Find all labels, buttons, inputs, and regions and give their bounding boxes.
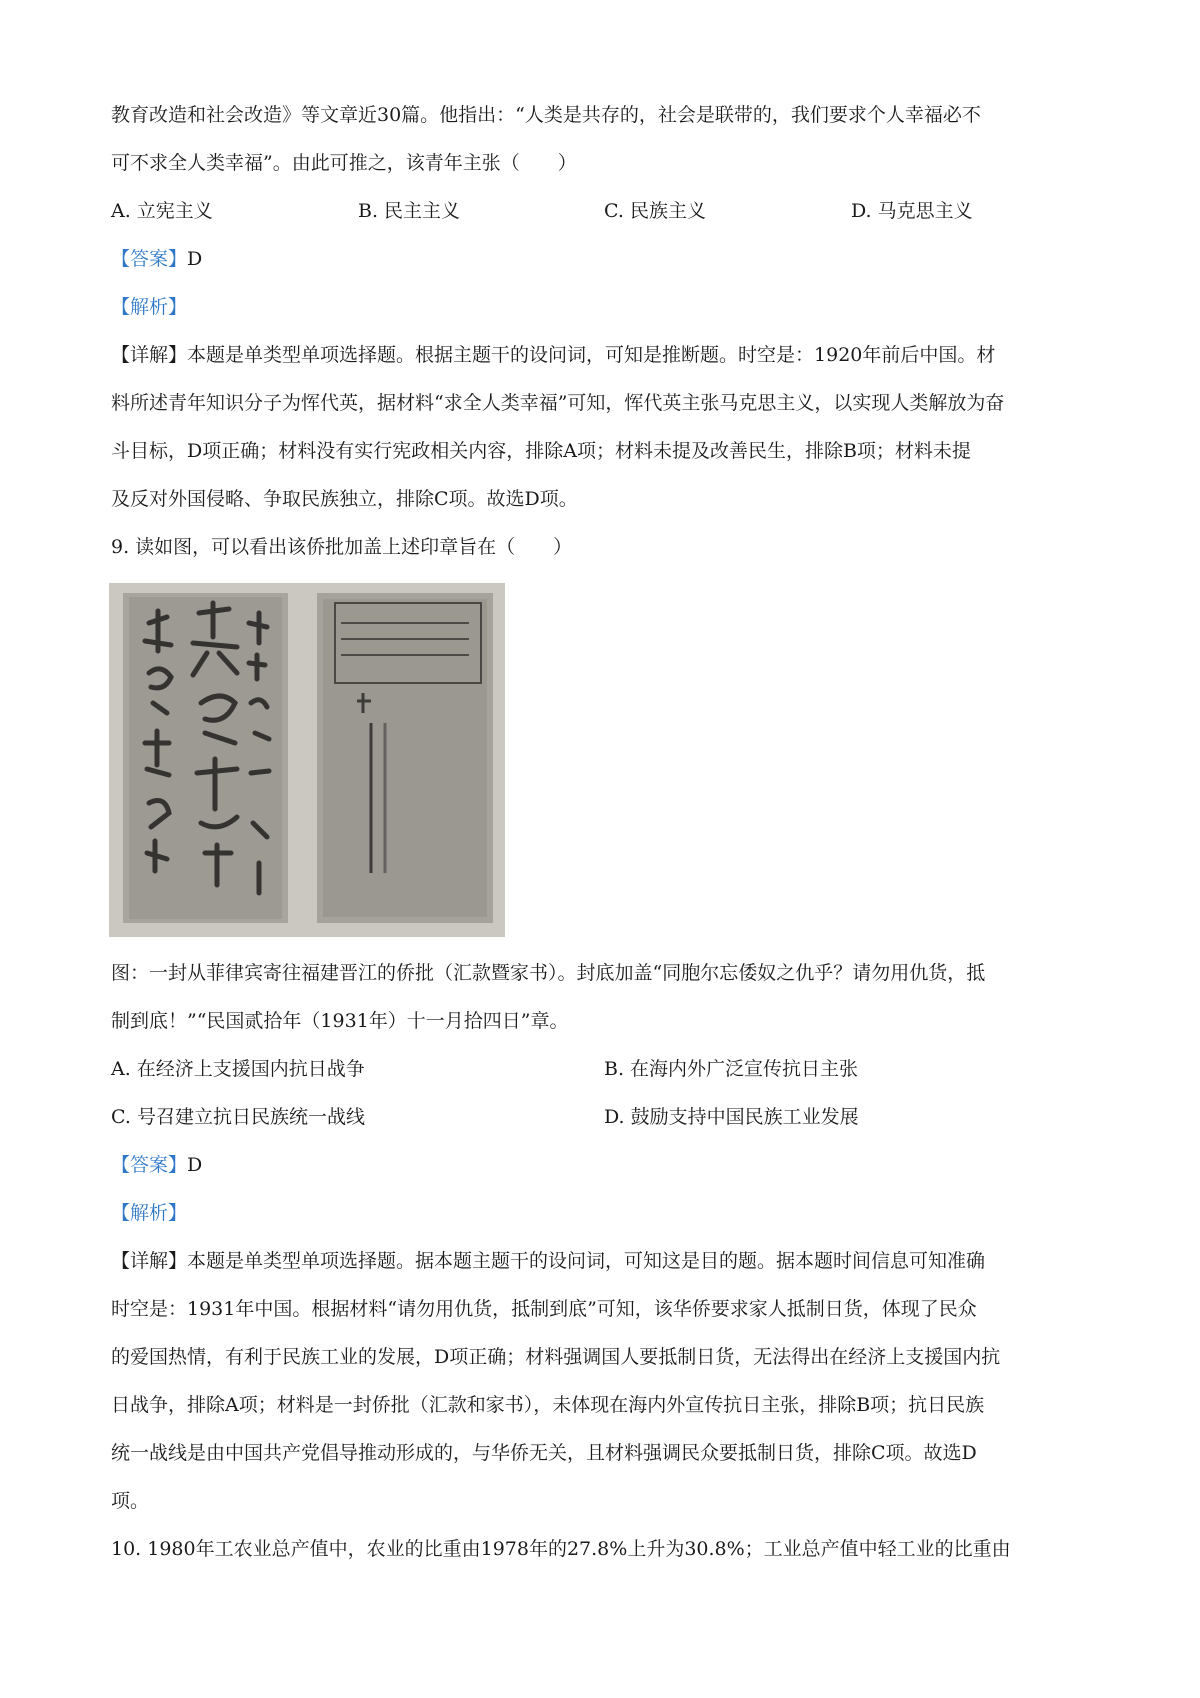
q8-detail-line-2: 料所述青年知识分子为恽代英，据材料“求全人类幸福”可知，恽代英主张马克思主义，以实现人类解放为奋	[111, 392, 1005, 414]
q8-option-c: C. 民族主义	[604, 200, 706, 222]
q9-detail-line-4: 日战争，排除A项；材料是一封侨批（汇款和家书），未体现在海内外宣传抗日主张，排除B项；抗日民族	[111, 1394, 985, 1416]
q8-detail-line-3: 斗目标，D项正确；材料没有实行宪政相关内容，排除A项；材料未提及改善民生，排除B项；材料未提	[111, 440, 971, 462]
q8-analysis-label: 【解析】	[111, 296, 188, 318]
q9-question: 9. 读如图，可以看出该侨批加盖上述印章旨在（ ）	[111, 536, 573, 558]
q10-first-line: 10. 1980年工农业总产值中，农业的比重由1978年的27.8%上升为30.8%；工业总产值中轻工业的比重由	[111, 1538, 1011, 1560]
q8-stem-line-2: 可不求全人类幸福”。由此可推之，该青年主张（ ）	[111, 152, 577, 174]
q8-analysis	[111, 296, 187, 319]
q9-answer-label: 【答案】	[111, 1154, 188, 1176]
q9-detail-line-3: 的爱国热情，有利于民族工业的发展，D项正确；材料强调国人要抵制日货，无法得出在经济上支援国内抗	[111, 1346, 1001, 1368]
q9-detail-line-2: 时空是：1931年中国。根据材料“请勿用仇货，抵制到底”可知，该华侨要求家人抵制日货，体现了民众	[111, 1298, 977, 1320]
q9-detail-text-1: 本题是单类型单项选择题。据本题主题干的设问词，可知这是目的题。据本题时间信息可知准确	[187, 1250, 986, 1272]
q9-option-c: C. 号召建立抗日民族统一战线	[111, 1106, 365, 1128]
q9-option-a: A. 在经济上支援国内抗日战争	[111, 1058, 365, 1080]
q8-detail-text-1: 本题是单类型单项选择题。根据主题干的设问词，可知是推断题。时空是：1920年前后中国。材	[187, 344, 996, 366]
q9-option-d: D. 鼓励支持中国民族工业发展	[604, 1106, 859, 1128]
q8-answer	[111, 248, 202, 271]
q8-answer-label: 【答案】	[111, 248, 188, 270]
q8-option-d: D. 马克思主义	[851, 200, 973, 222]
q8-stem-line-1: 教育改造和社会改造》等文章近30篇。他指出：“人类是共存的，社会是联带的，我们要求个人幸福必不	[111, 104, 981, 126]
q9-option-b: B. 在海内外广泛宣传抗日主张	[604, 1058, 859, 1080]
q9-answer-value: D	[187, 1154, 203, 1176]
q8-option-a: A. 立宪主义	[111, 200, 213, 222]
remittance-letter-image	[109, 583, 505, 937]
q9-detail-line-6: 项。	[111, 1490, 150, 1512]
q8-detail-line-1	[111, 344, 995, 367]
q8-detail-label: 【详解】	[111, 344, 188, 366]
q9-detail-line-1	[111, 1250, 985, 1273]
q9-detail-label: 【详解】	[111, 1250, 188, 1272]
q8-detail-line-4: 及反对外国侵略、争取民族独立，排除C项。故选D项。	[111, 488, 578, 510]
q8-answer-value: D	[187, 248, 203, 270]
q9-answer	[111, 1154, 202, 1177]
q9-detail-line-5: 统一战线是由中国共产党倡导推动形成的，与华侨无关，且材料强调民众要抵制日货，排除C项。故选D	[111, 1442, 977, 1464]
q9-analysis	[111, 1202, 187, 1225]
q9-caption-line-2: 制到底！”“民国贰拾年（1931年）十一月拾四日”章。	[111, 1010, 569, 1032]
q9-analysis-label: 【解析】	[111, 1202, 188, 1224]
q9-caption-line-1: 图：一封从菲律宾寄往福建晋江的侨批（汇款暨家书）。封底加盖“同胞尔忘倭奴之仇乎？请勿用仇货，抵	[111, 962, 986, 984]
q8-option-b: B. 民主主义	[358, 200, 461, 222]
remittance-letter-photo	[109, 583, 505, 937]
